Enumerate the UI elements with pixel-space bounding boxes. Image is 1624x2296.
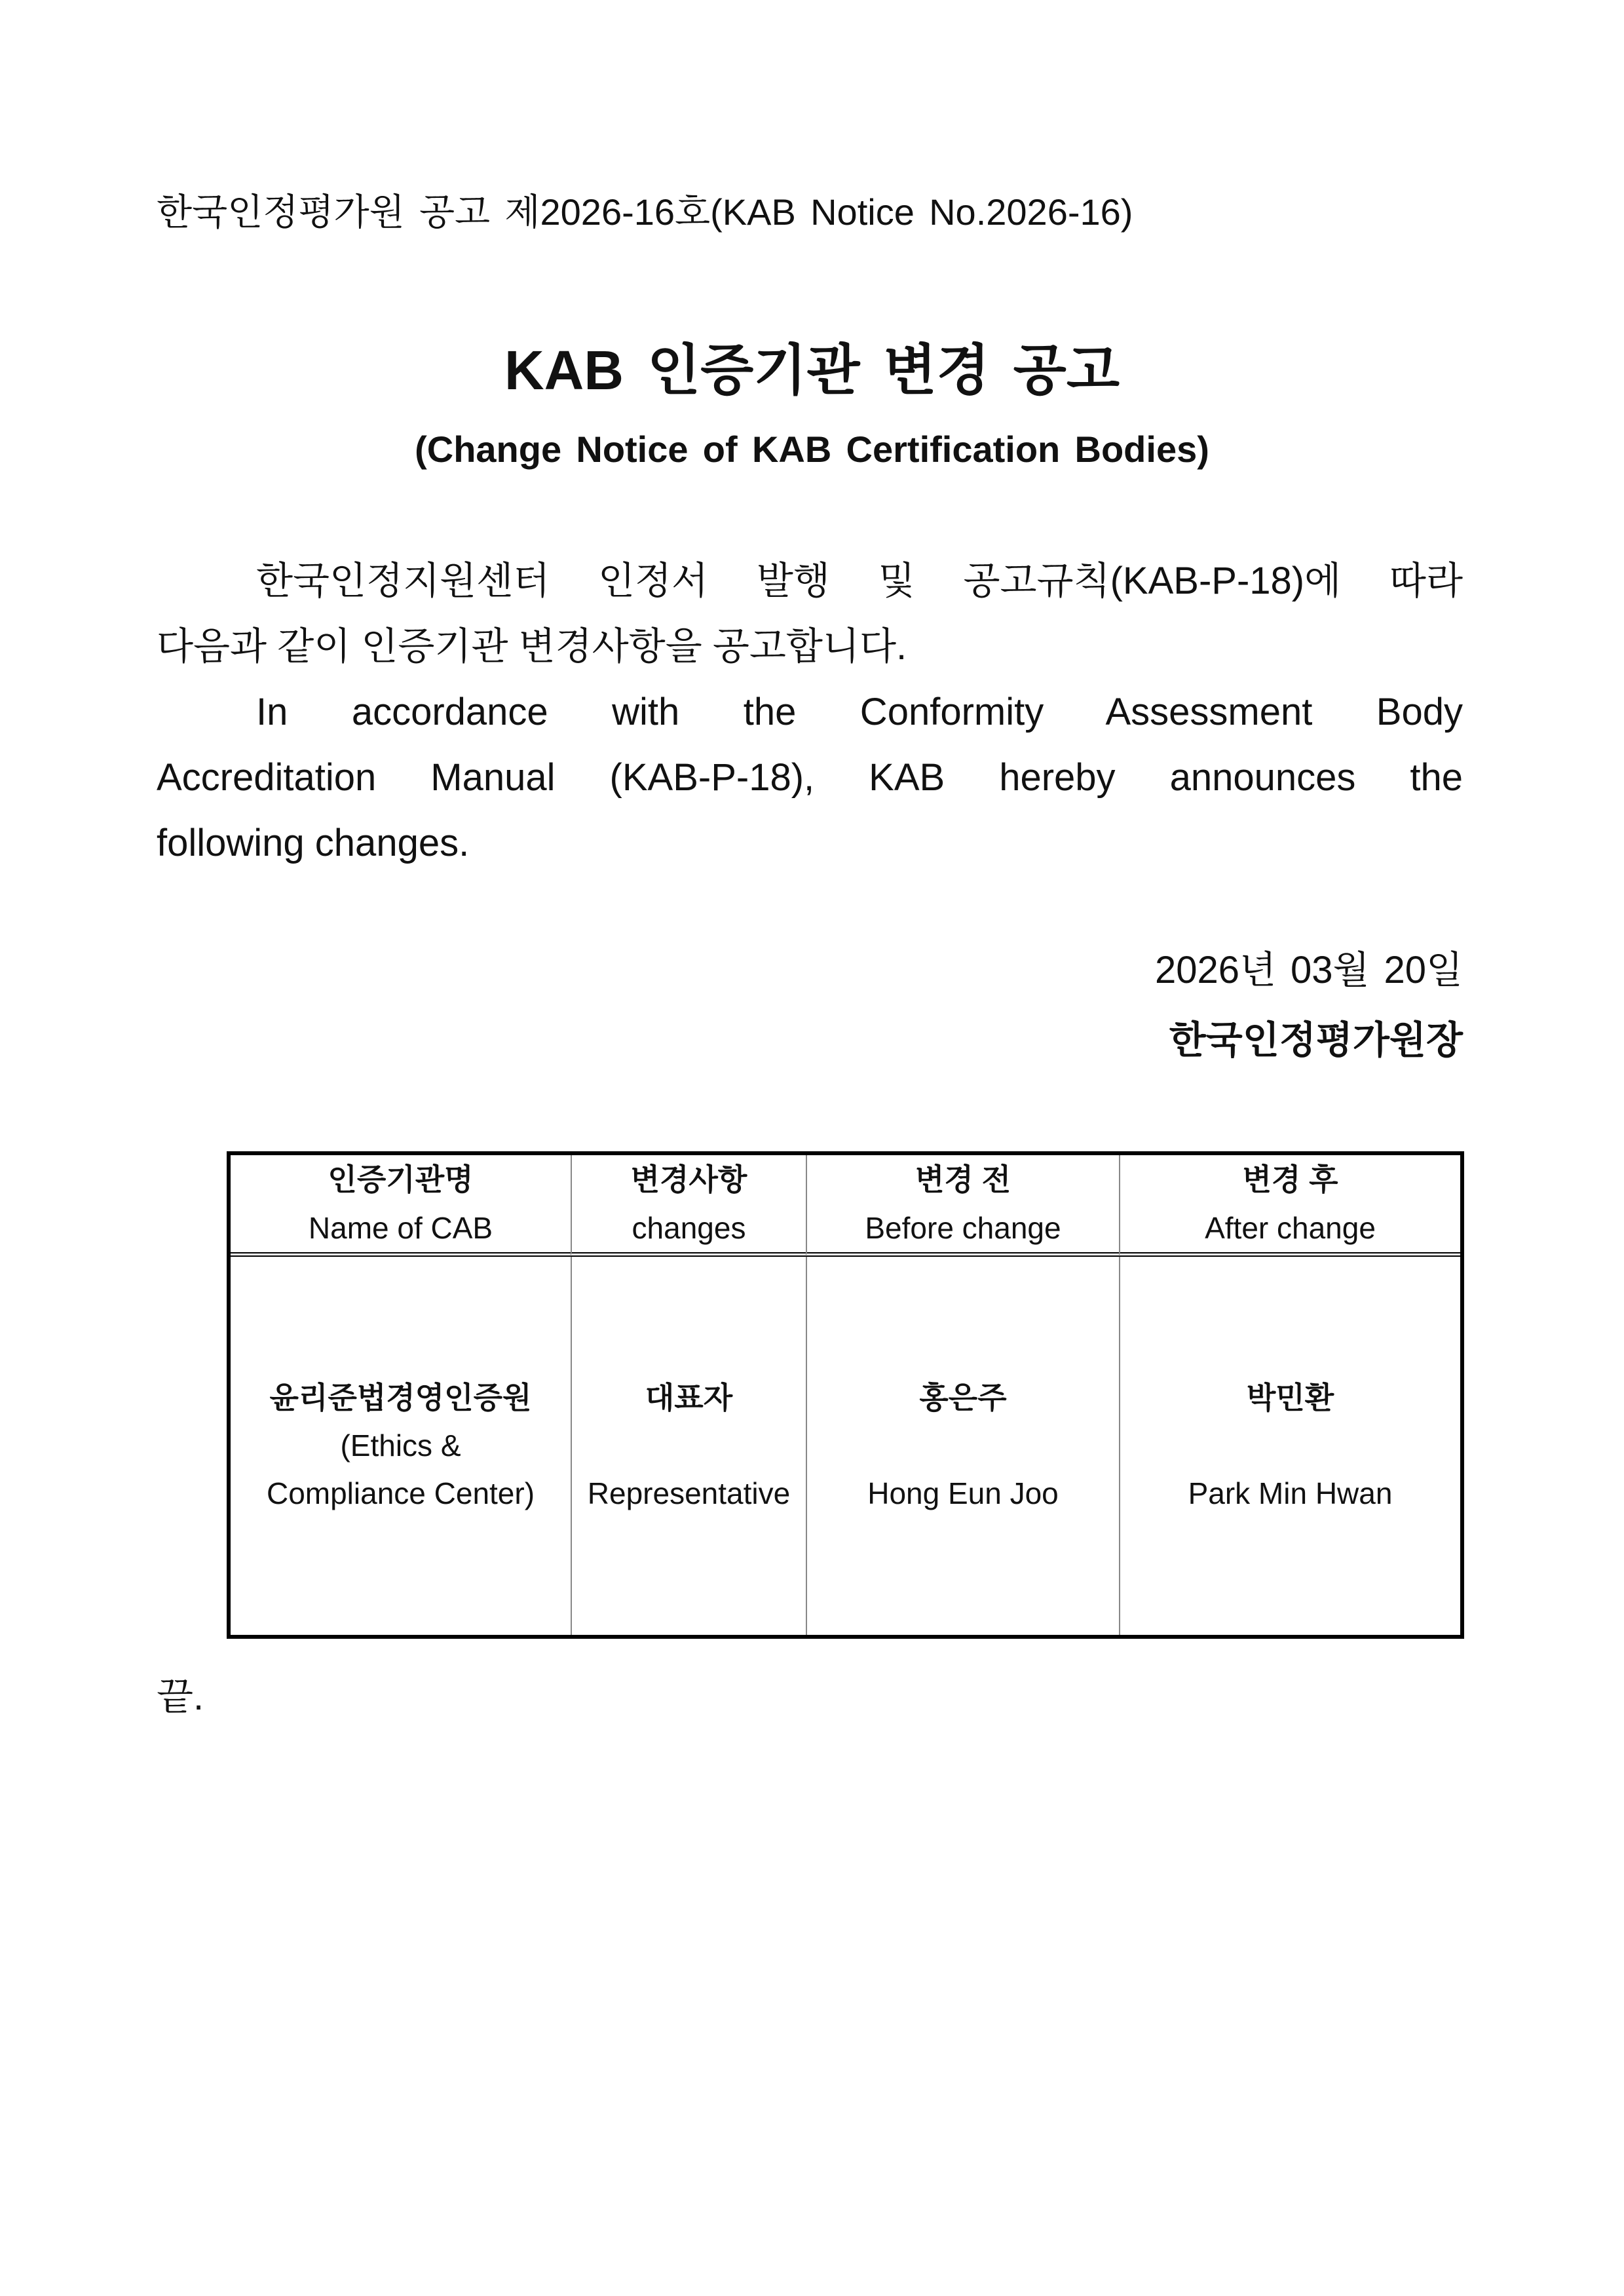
- body-english-line-2: Accreditation Manual (KAB-P-18), KAB hereby announces the: [157, 756, 1463, 799]
- header-changes-ko: 변경사항: [630, 1162, 747, 1196]
- cell-change-en: Representative: [587, 1476, 791, 1510]
- cell-after: [1119, 1257, 1460, 1635]
- cell-after-en: Park Min Hwan: [1188, 1476, 1393, 1510]
- header-before-change-en: Before change: [865, 1211, 1061, 1245]
- header-after-change: [1119, 1155, 1460, 1257]
- cell-change-ko: 대표자: [645, 1381, 733, 1415]
- cell-cab-name-ko: 윤리준법경영인증원: [269, 1381, 532, 1415]
- body-english-line-1: In accordance with the Conformity Assessment Body: [256, 691, 1463, 733]
- header-changes: [571, 1155, 806, 1257]
- header-before-change-ko: 변경 전: [915, 1162, 1011, 1196]
- notice-date: 2026년 03월 20일: [1155, 949, 1463, 991]
- cell-cab-name-en-line-2: Compliance Center): [266, 1476, 535, 1510]
- cell-cab-name: [231, 1257, 571, 1635]
- header-changes-en: changes: [632, 1211, 746, 1245]
- header-cab-name-en: Name of CAB: [308, 1211, 493, 1245]
- header-after-change-en: After change: [1205, 1211, 1376, 1245]
- notice-number: 한국인정평가원 공고 제2026-16호(KAB Notice No.2026-16): [157, 191, 1133, 233]
- notice-subtitle: (Change Notice of KAB Certification Bodies): [415, 429, 1209, 470]
- header-before-change: [806, 1155, 1119, 1257]
- body-english-line-3: following changes.: [157, 822, 470, 864]
- table-header-row: [231, 1155, 1460, 1257]
- notice-title: KAB 인증기관 변경 공고: [504, 339, 1120, 401]
- body-korean-line-2: 다음과 같이 인증기관 변경사항을 공고합니다.: [157, 625, 907, 668]
- cell-change: [571, 1257, 806, 1635]
- cell-cab-name-en-line-1: (Ethics &: [340, 1428, 461, 1463]
- body-korean-line-1: 한국인정지원센터 인정서 발행 및 공고규칙(KAB-P-18)에 따라: [256, 560, 1463, 602]
- closing-mark: 끝.: [157, 1675, 204, 1718]
- notice-issuer: 한국인정평가원장: [1169, 1019, 1463, 1062]
- notice-body: [157, 548, 1463, 876]
- header-cab-name-ko: 인증기관명: [328, 1162, 474, 1196]
- cell-before: [806, 1257, 1119, 1635]
- cell-before-ko: 홍은주: [919, 1381, 1007, 1415]
- cell-after-ko: 박민환: [1246, 1381, 1334, 1415]
- header-cab-name: [231, 1155, 571, 1257]
- header-after-change-ko: 변경 후: [1242, 1162, 1338, 1196]
- table-row: [231, 1257, 1460, 1635]
- cab-change-table: [227, 1151, 1464, 1639]
- cell-before-en: Hong Eun Joo: [867, 1476, 1059, 1510]
